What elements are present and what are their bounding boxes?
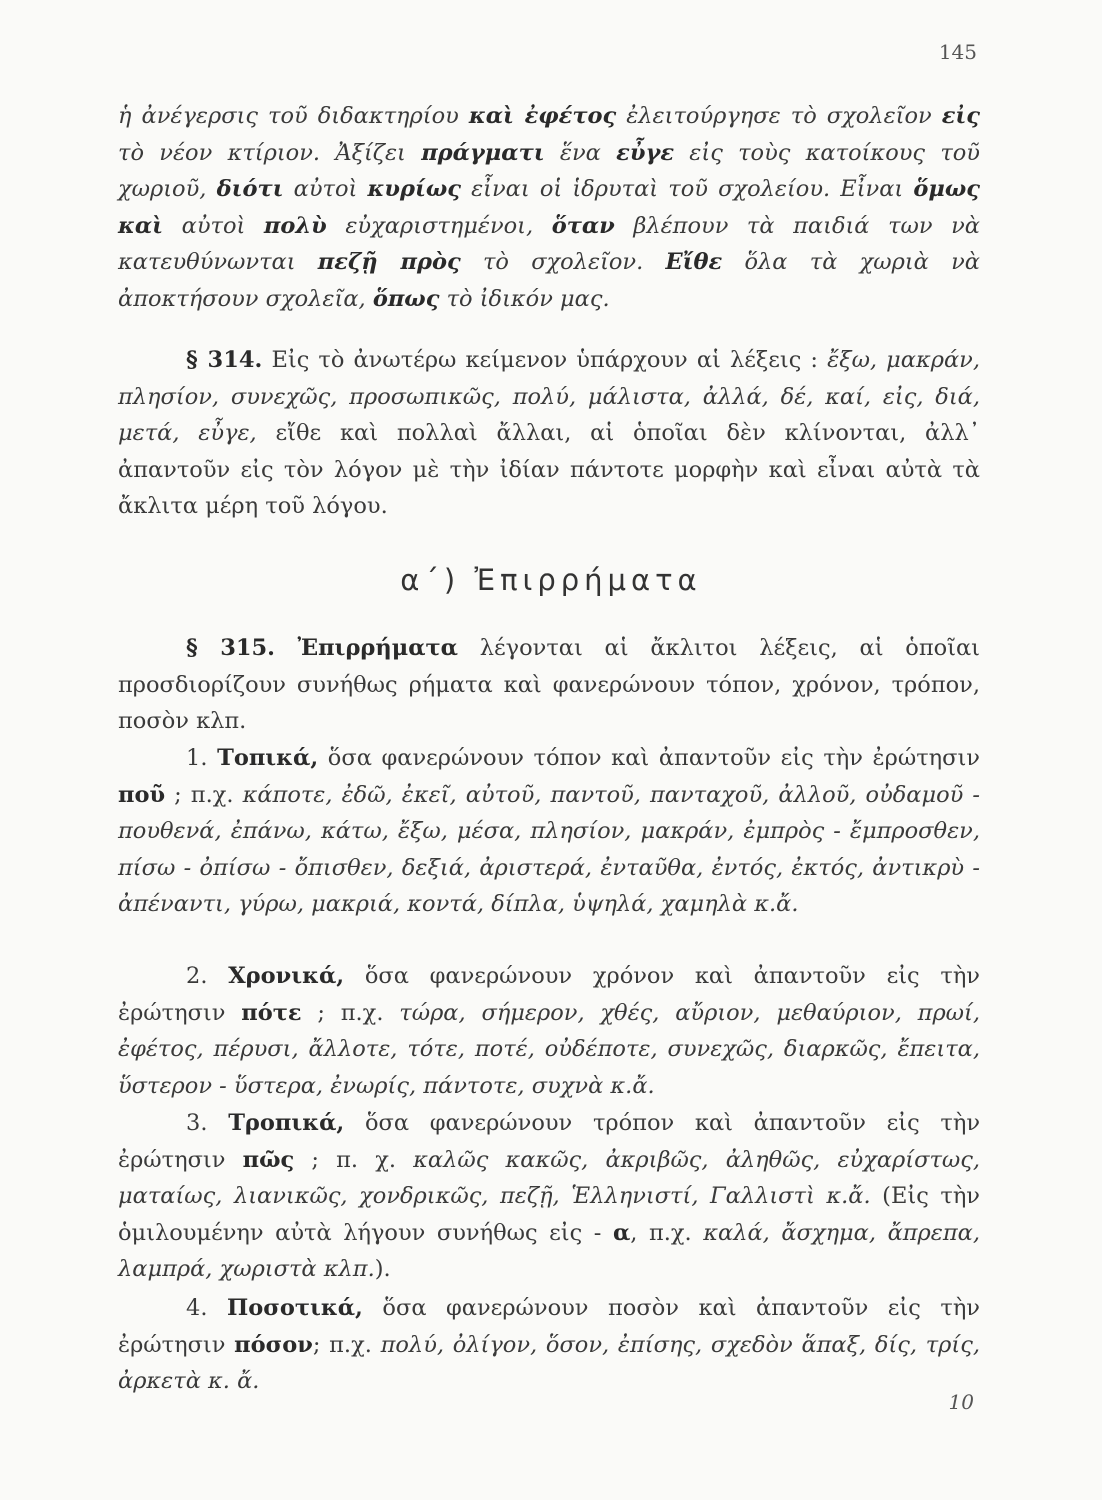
text: (Εἰς τὴν ὁμιλουμένην αὐτὰ λήγουν συνήθως εἰς - xyxy=(118,1183,980,1246)
text: ἡ ἀνέγερσις τοῦ διδακτηρίου xyxy=(118,103,469,129)
item-number: 3. xyxy=(186,1110,208,1136)
example-words: καλά, ἄσχημα, ἄπρεπα, λαμπρά, χωριστὰ κλπ. xyxy=(118,1219,980,1283)
text: τὸ σχολεῖον. xyxy=(460,249,666,276)
text: τὸ ἰδικόν μας. xyxy=(439,285,610,312)
text: ). xyxy=(374,1256,391,1283)
paragraph-314 xyxy=(118,342,980,525)
section-number: § 315. xyxy=(186,635,276,661)
text: αὐτοὶ xyxy=(163,212,264,239)
page-number: 145 xyxy=(938,40,977,64)
question-word: πότε xyxy=(241,999,302,1026)
bold-word: ὅμως καὶ xyxy=(118,176,980,239)
ending: α xyxy=(612,1219,631,1246)
bold-word: εἰς xyxy=(941,103,980,129)
text: τὸ νέον κτίριον. Ἀξίζει xyxy=(118,139,422,166)
example-words: τώρα, σήμερον, χθές, αὔριον, μεθαύριον, πρωί, ἐφέτος, πέρυσι, ἄλλοτε, τότε, ποτέ, οὐδέποτε, συνεχῶς, διαρκῶς, ἔπειτα, ὕστερον - ὕστερα, ἐνωρίς, πάντοτε, συχνὰ κ.ἄ. xyxy=(118,999,981,1099)
text: ἕνα xyxy=(544,139,617,166)
example-words: ἔξω, μακράν, πλησίον, συνεχῶς, προσωπικῶς, πολύ, μάλιστα, ἀλλά, δέ, καί, εἰς, διά, μετά, εὖγε, xyxy=(118,347,980,447)
item-number: 4. xyxy=(186,1295,208,1321)
text: εἰς τοὺς κατοίκους τοῦ χωριοῦ, xyxy=(118,139,980,203)
text: βλέπουν τὰ παιδιά των νὰ κατευθύνωνται xyxy=(118,212,980,276)
bold-word: πολὺ xyxy=(263,212,327,239)
question-word: πόσον xyxy=(234,1331,313,1358)
item-number: 1. xyxy=(186,745,208,771)
bold-word: ὅπως xyxy=(372,285,440,312)
paragraph-top xyxy=(118,98,980,318)
item-posotika xyxy=(118,1290,980,1400)
bold-word: Εἴθε xyxy=(665,249,723,276)
text: ὅλα τὰ χωριὰ νὰ ἀποκτήσουν σχολεῖα, xyxy=(118,249,980,312)
question-word: ποῦ xyxy=(118,781,166,808)
text: ὅσα φανερώνουν τόπον καὶ ἀπαντοῦν εἰς τὴν ἐρώτησιν xyxy=(318,745,980,771)
text: ; π.χ. xyxy=(165,781,243,808)
text: λέγονται αἱ ἄκλιτοι λέξεις, αἱ ὁποῖαι προσδιορίζουν συνήθως ρήματα καὶ φανερώνουν τόπον, χρόνον, τρόπον, ποσὸν κλπ. xyxy=(118,635,981,735)
item-topika xyxy=(118,740,980,923)
text: , π.χ. xyxy=(630,1219,704,1246)
text: ἐλειτούργησε τὸ σχολεῖον xyxy=(616,103,942,129)
text: ; π. χ. xyxy=(294,1146,414,1173)
section-heading: α΄) Ἐπιρρήματα xyxy=(400,563,702,597)
bold-word: καὶ ἐφέτος xyxy=(468,103,617,129)
example-words: καλῶς κακῶς, ἀκριβῶς, ἀληθῶς, εὐχαρίστως, ματαίως, λιανικῶς, χονδρικῶς, πεζῇ, Ἑλληνιστί, Γαλλιστὶ κ.ἄ. xyxy=(118,1146,981,1210)
item-number: 2. xyxy=(186,963,208,989)
text: ὅσα φανερώνουν τρόπον καὶ ἀπαντοῦν εἰς τὴν ἐρώτησιν xyxy=(118,1110,980,1173)
item-chronika xyxy=(118,958,980,1104)
bold-word: κυρίως xyxy=(367,176,461,203)
term: Χρονικά, xyxy=(228,963,345,989)
text: ; π.χ. xyxy=(301,999,400,1026)
text: ὅσα φανερώνουν ποσὸν καὶ ἀπαντοῦν εἰς τὴν ἐρώτησιν xyxy=(118,1295,980,1358)
term: Τροπικά, xyxy=(228,1110,345,1136)
term: Ἐπιρρήματα xyxy=(275,635,458,661)
text: εἴθε καὶ πολλαὶ ἄλλαι, αἱ ὁποῖαι δὲν κλίνονται, ἀλλ᾽ ἀπαντοῦν εἰς τὸν λόγον μὲ τὴν ἰδίαν πάντοτε μορφὴν καὶ εἶναι αὐτὰ τὰ ἄκλιτα μέρη τοῦ λόγου. xyxy=(118,420,980,520)
bold-word: διότι xyxy=(216,176,284,203)
example-words: πολύ, ὀλίγον, ὅσον, ἐπίσης, σχεδὸν ἅπαξ, δίς, τρίς, ἀρκετὰ κ. ἄ. xyxy=(118,1331,980,1395)
bold-word: πεζῇ πρὸς xyxy=(317,249,461,276)
text: Εἰς τὸ ἀνωτέρω κείμενον ὑπάρχουν αἱ λέξεις : xyxy=(262,347,828,373)
text: αὐτοὶ xyxy=(283,176,368,203)
paragraph-315 xyxy=(118,630,980,740)
text: εἶναι οἱ ἱδρυταὶ τοῦ σχολείου. Εἶναι xyxy=(460,176,914,203)
bold-word: εὖγε xyxy=(616,139,674,166)
term: Τοπικά, xyxy=(217,745,319,771)
bold-word: ὅταν xyxy=(551,212,615,239)
question-word: πῶς xyxy=(242,1146,295,1173)
term: Ποσοτικά, xyxy=(227,1295,363,1321)
text: ὅσα φανερώνουν χρόνον καὶ ἀπαντοῦν εἰς τὴν ἐρώτησιν xyxy=(118,963,980,1026)
text: εὐχαριστημένοι, xyxy=(326,212,552,239)
example-words: κάποτε, ἐδῶ, ἐκεῖ, αὐτοῦ, παντοῦ, πανταχοῦ, ἀλλοῦ, οὐδαμοῦ - πουθενά, ἐπάνω, κάτω, ἔξω, μέσα, πλησίον, μακράν, ἐμπρὸς - ἔμπροσθεν, πίσω - ὀπίσω - ὄπισθεν, δεξιά, ἀριστερά, ἐνταῦθα, ἐντός, ἐκτός, ἀντικρὺ - ἀπέναντι, γύρω, μακριά, κοντά, δίπλα, ὑψηλά, χαμηλὰ κ.ἄ. xyxy=(118,781,980,918)
section-number: § 314. xyxy=(186,347,263,373)
text: ; π.χ. xyxy=(312,1331,381,1358)
bold-word: πράγματι xyxy=(421,139,545,166)
signature-mark: 10 xyxy=(948,1390,974,1414)
item-tropika xyxy=(118,1105,980,1288)
